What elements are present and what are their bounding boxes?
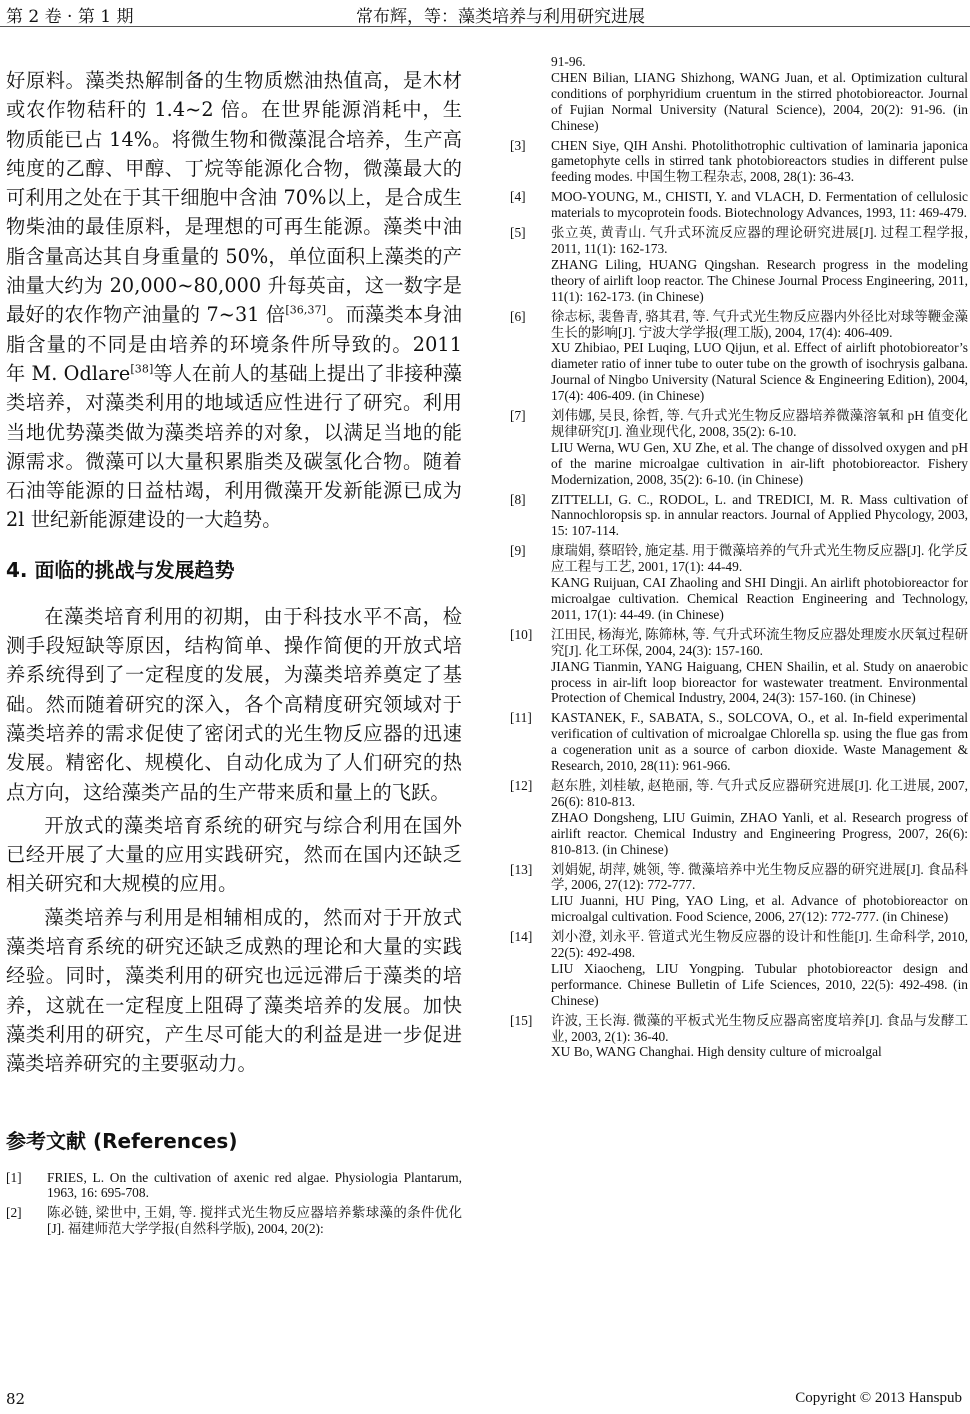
reference-item (6, 1170, 462, 1202)
reference-text-en: ZHAO Dongsheng, LIU Guimin, ZHAO Yanli, et al. Research progress of airlift reactor. Chemical Industry and Engineering Progress, 2007, 26(6): 810-813. (in Chinese) (551, 809, 968, 857)
article-running-title: 常布辉，等：藻类培养与利用研究进展 (356, 7, 645, 27)
references-title: 参考文献 (References) (6, 1128, 238, 1153)
reference-number: [13] (510, 861, 533, 877)
reference-item (510, 710, 968, 774)
reference-number: [8] (510, 491, 526, 507)
running-header (0, 0, 970, 27)
reference-number: [4] (510, 189, 526, 205)
page-number: 82 (6, 1390, 26, 1408)
reference-text-en: KANG Ruijuan, CAI Zhaoling and SHI Dingji. An airlift photobioreactor for microalgae cultivation. Chemical Reaction Engineering and Technology, 2011, 17(1): 44-49. (in Chinese) (551, 575, 968, 622)
reference-text-en: LIU Juanni, HU Ping, YAO Ling, et al. Advance of photobioreactor on microalgal cultivation. Food Science, 2006, 27(12): 772-777. (in Chinese) (551, 893, 968, 925)
reference-number: [15] (510, 1012, 533, 1028)
reference-text: MOO-YOUNG, M., CHISTI, Y. and VLACH, D. Fermentation of cellulosic materials to mycoprotein foods. Biotechnology Advances, 1993, 11: 469-479. (551, 189, 968, 221)
citation-36-37[interactable]: [36,37] (285, 303, 327, 317)
reference-text: 刘伟娜, 吴艮, 徐哲, 等. 气升式光生物反应器培养微藻溶氧和 pH 值变化规律研究[J]. 渔业现代化, 2008, 35(2): 6-10. (551, 408, 968, 439)
reference-number: [3] (510, 137, 526, 153)
reference-number: [7] (510, 408, 526, 424)
reference-text: 康瑞娟, 蔡昭铃, 施定基. 用于微藻培养的气升式光生物反应器[J]. 化学反应工程与工艺, 2001, 17(1): 44-49. (551, 543, 968, 575)
reference-text-en: CHEN Bilian, LIANG Shizhong, WANG Juan, et al. Optimization cultural conditions of porphyridium cruentum in the stirred photobioreactor. Journal of Fujian Normal University (Natural Science), 2004, 20(2): 91-96. (in Chinese) (551, 69, 968, 133)
paragraph-text: 。而藻类本身油脂含量的不同是由培养的环境条件所导致的。2011 年 M. Odlare (6, 303, 462, 385)
reference-text: 陈必链, 梁世中, 王娟, 等. 搅拌式光生物反应器培养紫球藻的条件优化[J]. 福建师范大学学报(自然科学版), 2004, 20(2): (47, 1205, 462, 1237)
reference-item (510, 54, 968, 134)
reference-number: [10] (510, 626, 533, 642)
left-column (6, 66, 462, 1237)
reference-number: [9] (510, 543, 526, 559)
reference-number: [11] (510, 710, 532, 726)
reference-text-en: ZHANG Liling, HUANG Qingshan. Research progress in the modeling theory of airlift loop reactor. The Chinese Journal Process Engineering, 2011, 11(1): 162-173. (in Chinese) (551, 256, 968, 304)
reference-number: [12] (510, 777, 533, 793)
reference-item (510, 189, 968, 221)
reference-item (510, 225, 968, 305)
copyright-notice: Copyright © 2013 Hanspub (795, 1390, 962, 1406)
reference-text: 徐志标, 裴鲁青, 骆其君, 等. 气升式光生物反应器内外径比对球等鞭金藻生长的影响[J]. 宁波大学学报(理工版), 2004, 17(4): 406-409. (551, 308, 968, 340)
reference-text-en: XU Bo, WANG Changhai. High density culture of microalgal (551, 1044, 882, 1060)
reference-item (510, 1013, 968, 1061)
journal-issue: 第 2 卷 · 第 1 期 (6, 7, 134, 27)
reference-item (510, 862, 968, 926)
reference-text: 刘娟妮, 胡萍, 姚领, 等. 微藻培养中光生物反应器的研究进展[J]. 食品科学, 2006, 27(12): 772-777. (551, 861, 968, 893)
reference-item (6, 1205, 462, 1237)
reference-text: 赵东胜, 刘桂敏, 赵艳丽, 等. 气升式反应器研究进展[J]. 化工进展, 2007, 26(6): 810-813. (551, 777, 968, 809)
reference-number: [14] (510, 929, 533, 945)
reference-text: 刘小澄, 刘永平. 管道式光生物反应器的设计和性能[J]. 生命科学, 2010, 22(5): 492-498. (551, 929, 968, 961)
reference-item (510, 543, 968, 623)
reference-text: 江田民, 杨海光, 陈筛林, 等. 气升式环流生物反应器处理废水厌氧过程研究[J]. 化工环保, 2004, 24(3): 157-160. (551, 626, 968, 658)
reference-item (510, 138, 968, 186)
right-column (510, 54, 968, 1060)
reference-item (510, 309, 968, 404)
reference-text: 91-96. (551, 54, 586, 69)
reference-text: KASTANEK, F., SABATA, S., SOLCOVA, O., et al. In-field experimental verification of cultivation of microalgae Chlorella sp. using the flue gas from a cogeneration unit as a source of carbon dioxide. Waste Management & Research, 2010, 28(11): 961-966. (551, 710, 968, 774)
reference-item (510, 778, 968, 858)
paragraph-outlook: 藻类培养与利用是相辅相成的，然而对于开放式藻类培育系统的研究还缺乏成熟的理论和大量的实践经验。同时，藻类利用的研究也远远滞后于藻类的培养，这就在一定程度上阻碍了藻类培养的发展。加快藻类利用的研究，产生尽可能大的利益是进一步促进藻类培养研究的主要驱动力。 (6, 905, 462, 1076)
reference-number: [6] (510, 308, 526, 324)
reference-list-left (6, 1170, 462, 1238)
reference-text-en: LIU Werna, WU Gen, XU Zhe, et al. The change of dissolved oxygen and pH of the marine microalgae cultivation in air-lift photobioreactor. Fishery Modernization, 2008, 35(2): 6-10. (in Chinese) (551, 439, 968, 487)
reference-text-en: LIU Xiaocheng, LIU Yongping. Tubular photobioreactor design and performance. Chinese Bulletin of Life Sciences, 2010, 22(5): 492-498. (in Chinese) (551, 960, 968, 1008)
paragraph-text: 好原料。藻类热解制备的生物质燃油热值高，是木材或农作物秸秆的 1.4~2 倍。在世界能源消耗中，生物质能已占 14%。将微生物和微藻混合培养，生产高纯度的乙醇、甲醇、丁烷等能源化合物，微藻最大的可利用之处在于其干细胞中含油 70%以上，是合成生物柴油的最佳原料，是理想的可再生能源。藻类中油脂含量高达其自身重量的 50%，单位面积上藻类的产油量大约为 20,000~80,000 升每英亩，这一数字是最好的农作物产油量的 7~31 倍 (6, 69, 462, 327)
paragraph-open-systems: 开放式的藻类培育系统的研究与综合利用在国外已经开展了大量的应用实践研究，然而在国内还缺乏相关研究和大规模的应用。 (6, 813, 462, 896)
reference-item (510, 408, 968, 488)
reference-text: 许波, 王长海. 微藻的平板式光生物反应器高密度培养[J]. 食品与发酵工业, 2003, 2(1): 36-40. (551, 1012, 968, 1044)
reference-text-en: XU Zhibiao, PEI Luqing, LUO Qijun, et al. Effect of airlift photobioreator’s diameter ratio of inner tube to outer tube on the growth of isochrysis galbana. Journal of Ningbo University (Natural Science & Engineering Edition), 2004, 17(4): 406-409. (in Chinese) (551, 340, 968, 404)
paragraph-energy (6, 66, 462, 535)
reference-text-en: JIANG Tianmin, YANG Haiguang, CHEN Shailin, et al. Study on anaerobic process in air-lift loop bioreactor for wastewater treatment. Environmental Protection of Chemical Industry, 2004, 24(3): 157-160. (in Chinese) (551, 658, 968, 706)
section-4-title: 4. 面临的挑战与发展趋势 (6, 557, 235, 582)
reference-text: 张立英, 黄青山. 气升式环流反应器的理论研究进展[J]. 过程工程学报, 2011, 11(1): 162-173. (551, 225, 968, 256)
reference-text: CHEN Siye, QIH Anshi. Photolithotrophic cultivation of laminaria japonica gametophyte cells in stirred tank photobioreactors studies in different pulse feeding modes. 中国生物工程杂志, 2008, 28(1): 36-43. (551, 137, 968, 185)
reference-number: [1] (6, 1169, 22, 1185)
paragraph-text: 等人在前人的基础上提出了非接种藻类培养，对藻类利用的地域适应性进行了研究。利用当地优势藻类做为藻类培养的对象，以满足当地的能源需求。微藻可以大量积累脂类及碳氢化合物。随着石油等能源的日益枯竭，利用微藻开发新能源已成为 2l 世纪新能源建设的一大趋势。 (6, 361, 462, 532)
reference-text: ZITTELLI, G. C., RODOL, L. and TREDICI, M. R. Mass cultivation of Nannochloropsis sp. in annular reactors. Journal of Applied Phycology, 2003, 15: 107-114. (551, 491, 968, 539)
paragraph-challenges: 在藻类培育利用的初期，由于科技水平不高，检测手段短缺等原因，结构简单、操作简便的开放式培养系统得到了一定程度的发展，为藻类培养奠定了基础。然而随着研究的深入，各个高精度研究领域对于藻类培养的需求促使了密闭式的光生物反应器的迅速发展。精密化、规模化、自动化成为了人们研究的热点方向，这给藻类产品的生产带来质和量上的飞跃。 (6, 604, 462, 804)
reference-text: FRIES, L. On the cultivation of axenic red algae. Physiologia Plantarum, 1963, 16: 695-708. (47, 1169, 462, 1201)
reference-number: [2] (6, 1205, 22, 1221)
reference-item (510, 627, 968, 707)
reference-number: [5] (510, 225, 526, 241)
citation-38[interactable]: [38] (130, 362, 154, 376)
reference-item (510, 492, 968, 540)
reference-list-right (510, 54, 968, 1060)
reference-item (510, 929, 968, 1009)
